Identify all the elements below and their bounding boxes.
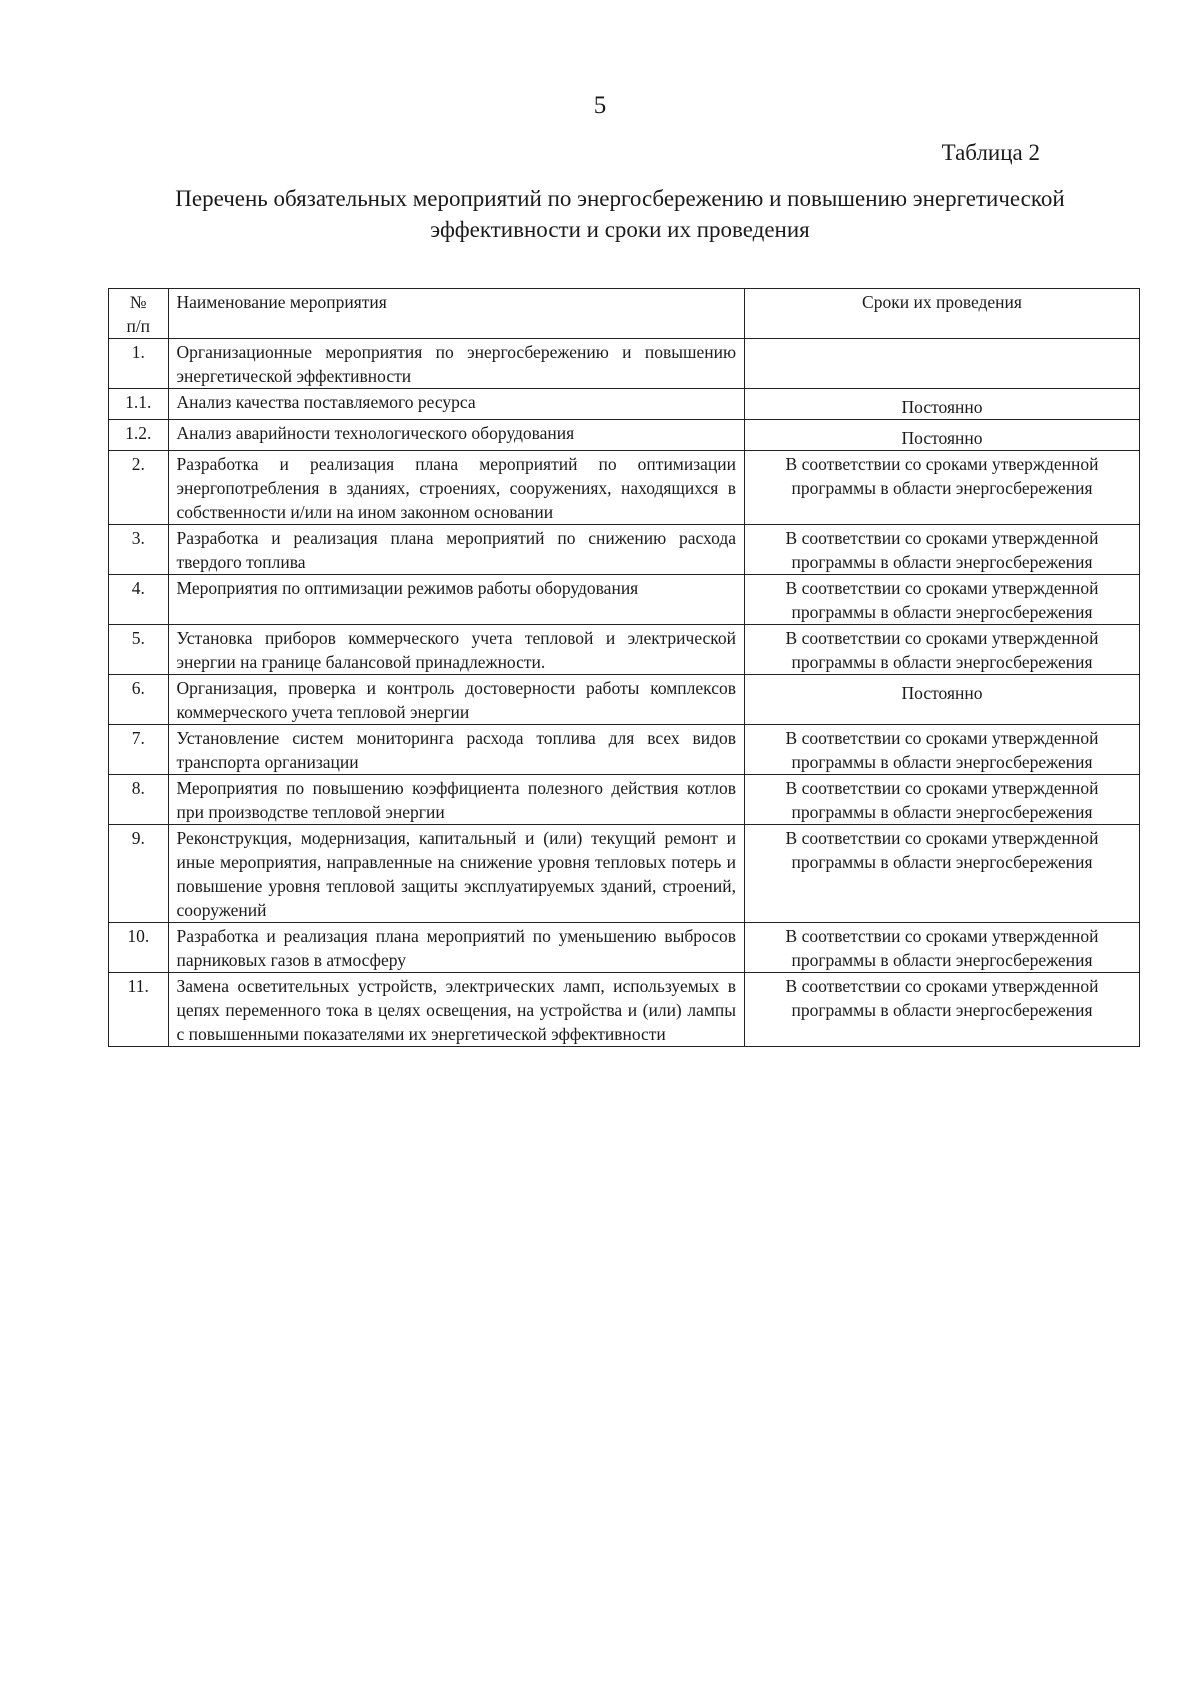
row-measure-name: Замена осветительных устройств, электрических ламп, используемых в цепях переменного тока в целях освещения, на устройства и (или) лампы с повышенными показателями их энергетической эффективности [168,973,745,1047]
row-term: Постоянно [745,389,1140,420]
page-number: 5 [593,92,607,119]
table-row [109,825,1140,923]
row-number: 11. [109,973,169,1047]
row-term: В соответствии со сроками утвержденной программы в области энергосбережения [745,973,1140,1047]
header-term: Сроки их проведения [745,289,1140,339]
header-measure-name: Наименование мероприятия [168,289,745,339]
table-row [109,675,1140,725]
row-term: В соответствии со сроками утвержденной программы в области энергосбережения [745,825,1140,923]
row-number: 9. [109,825,169,923]
row-term: В соответствии со сроками утвержденной программы в области энергосбережения [745,923,1140,973]
row-term: В соответствии со сроками утвержденной программы в области энергосбережения [745,575,1140,625]
header-number [109,289,169,339]
row-measure-name: Анализ качества поставляемого ресурса [168,389,745,420]
row-term: Постоянно [745,675,1140,725]
table-row [109,525,1140,575]
row-number: 2. [109,451,169,525]
table-row [109,451,1140,525]
document-title-line-2: эффективности и сроки их проведения [430,217,810,242]
row-number: 3. [109,525,169,575]
table-row [109,339,1140,389]
row-measure-name: Разработка и реализация плана мероприятий по уменьшению выбросов парниковых газов в атмосферу [168,923,745,973]
row-measure-name: Реконструкция, модернизация, капитальный и (или) текущий ремонт и иные мероприятия, направленные на снижение уровня тепловых потерь и повышение уровня тепловой защиты эксплуатируемых зданий, строений, сооружений [168,825,745,923]
row-measure-name: Мероприятия по повышению коэффициента полезного действия котлов при производстве тепловой энергии [168,775,745,825]
row-number: 8. [109,775,169,825]
row-number: 6. [109,675,169,725]
table-header-row [109,289,1140,339]
row-number: 10. [109,923,169,973]
header-number-abbr: п/п [126,316,151,336]
table-row [109,420,1140,451]
table-row [109,923,1140,973]
row-term: В соответствии со сроками утвержденной программы в области энергосбережения [745,451,1140,525]
header-number-sign: № [129,292,147,312]
table-row [109,625,1140,675]
row-number: 4. [109,575,169,625]
table-row [109,575,1140,625]
row-number: 1. [109,339,169,389]
table-label: Таблица 2 [941,140,1040,165]
row-term: В соответствии со сроками утвержденной программы в области энергосбережения [745,525,1140,575]
row-measure-name: Установка приборов коммерческого учета тепловой и электрической энергии на границе балансовой принадлежности. [168,625,745,675]
row-measure-name: Разработка и реализация плана мероприятий по снижению расхода твердого топлива [168,525,745,575]
row-measure-name: Разработка и реализация плана мероприятий по оптимизации энергопотребления в зданиях, строениях, сооружениях, находящихся в собственности и/или на ином законном основании [168,451,745,525]
row-term: В соответствии со сроками утвержденной программы в области энергосбережения [745,625,1140,675]
row-number: 5. [109,625,169,675]
row-term: В соответствии со сроками утвержденной программы в области энергосбережения [745,775,1140,825]
row-measure-name: Организация, проверка и контроль достоверности работы комплексов коммерческого учета тепловой энергии [168,675,745,725]
row-measure-name: Анализ аварийности технологического оборудования [168,420,745,451]
table-row [109,725,1140,775]
row-number: 7. [109,725,169,775]
document-title [140,183,1100,245]
table-row [109,775,1140,825]
row-measure-name: Организационные мероприятия по энергосбережению и повышению энергетической эффективности [168,339,745,389]
document-title-line-1: Перечень обязательных мероприятий по энергосбережению и повышению энергетической [175,186,1065,211]
row-number: 1.1. [109,389,169,420]
row-measure-name: Мероприятия по оптимизации режимов работы оборудования [168,575,745,625]
row-number: 1.2. [109,420,169,451]
table-row [109,973,1140,1047]
table-row [109,389,1140,420]
row-measure-name: Установление систем мониторинга расхода топлива для всех видов транспорта организации [168,725,745,775]
row-term: Постоянно [745,420,1140,451]
row-term [745,339,1140,389]
row-term: В соответствии со сроками утвержденной программы в области энергосбережения [745,725,1140,775]
measures-table [108,288,1140,1047]
